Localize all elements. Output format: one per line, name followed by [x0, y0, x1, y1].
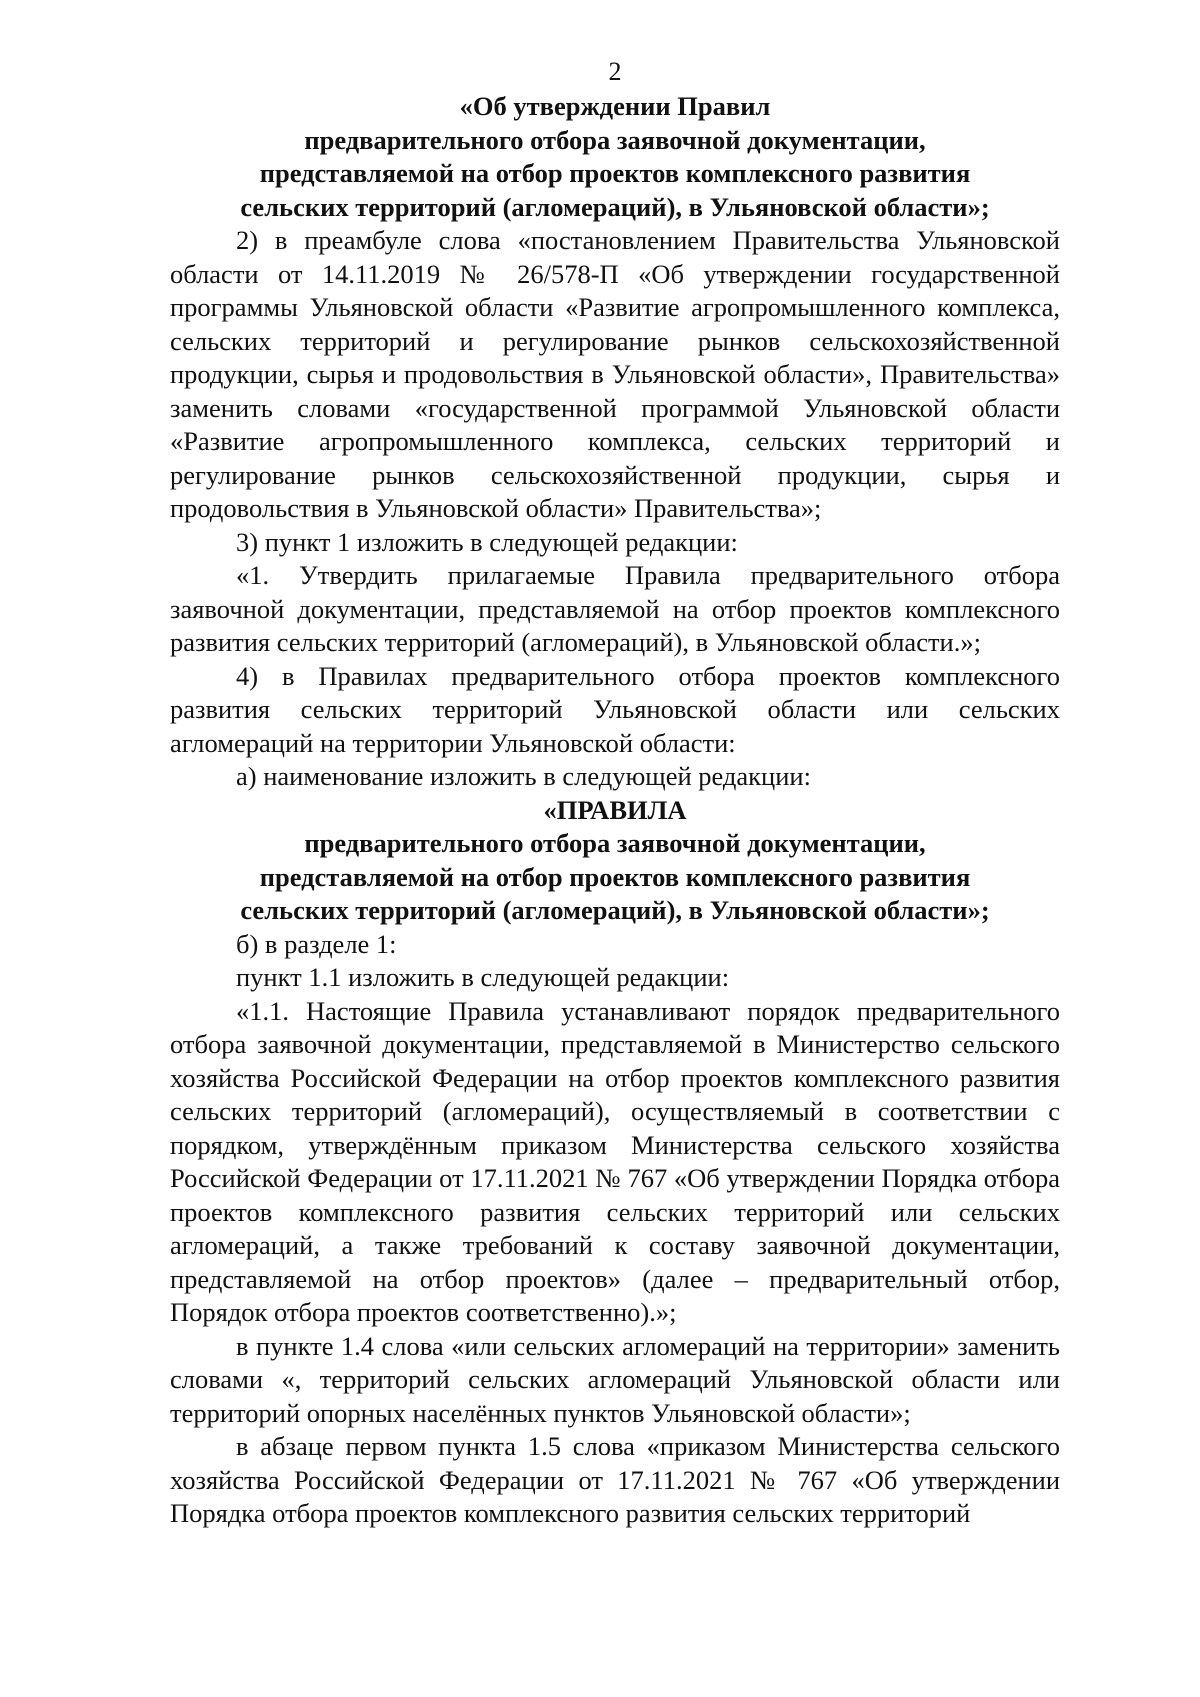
- paragraph-preamble-amendment: 2) в преамбуле слова «постановлением Правительства Ульяновской области от 14.11.2019 № 26/578-П «Об утверждении государственной программы Ульяновской области «Развитие агропромышленного комплекса, сельских территорий и регулирование рынков сельскохозяйственной продукции, сырья и продовольствия в Ульяновской области», Правительства» заменить словами «государственной программой Ульяновской области «Развитие агропромышленного комплекса, сельских территорий и регулирование рынков сельскохозяйственной продукции, сырья и продовольствия в Ульяновской области» Правительства»;: [170, 225, 1060, 523]
- rules-title-heading: [170, 794, 1060, 928]
- heading-line: «Об утверждении Правил: [459, 91, 771, 121]
- paragraph-subitem-a: а) наименование изложить в следующей редакции:: [236, 761, 811, 791]
- heading-line: предварительного отбора заявочной документации,: [304, 124, 926, 155]
- paragraph-item-4: 4) в Правилах предварительного отбора проектов комплексного развития сельских территорий Ульяновской области или сельских агломераций на территории Ульяновской области:: [170, 660, 1060, 758]
- paragraph-item-3: 3) пункт 1 изложить в следующей редакции:: [236, 526, 738, 557]
- paragraph-subitem-b: б) в разделе 1:: [236, 928, 397, 959]
- paragraph-item-1-text: «1. Утвердить прилагаемые Правила предварительного отбора заявочной документации, представляемой на отбор проектов комплексного развития сельских территорий (агломераций), в Ульяновской области.»;: [170, 560, 1060, 657]
- paragraph-point-1-4: в пункте 1.4 слова «или сельских агломераций на территории» заменить словами «, территорий сельских агломераций Ульяновской области или территорий опорных населённых пунктов Ульяновской области»;: [170, 1330, 1060, 1428]
- heading-line: сельских территорий (агломераций), в Ульяновской области»;: [240, 895, 990, 925]
- heading-line: представляемой на отбор проектов комплексного развития: [259, 158, 971, 188]
- paragraph-point-1-1-text: «1.1. Настоящие Правила устанавливают порядок предварительного отбора заявочной документации, представляемой в Министерство сельского хозяйства Российской Федерации на отбор проектов комплексного развития сельских территорий (агломераций), осуществляемый в соответствии с порядком, утверждённым приказом Министерства сельского хозяйства Российской Федерации от 17.11.2021 № 767 «Об утверждении Порядка отбора проектов комплексного развития сельских территорий или сельских агломераций, а также требований к составу заявочной документации, представляемой на отбор проектов» (далее – предварительный отбор, Порядок отбора проектов соответственно).»;: [170, 995, 1060, 1327]
- page-number: 2: [608, 57, 622, 86]
- heading-line: «ПРАВИЛА: [543, 794, 687, 825]
- amended-title-heading: [170, 90, 1060, 224]
- paragraph-point-1-5: в абзаце первом пункта 1.5 слова «приказом Министерства сельского хозяйства Российской Федерации от 17.11.2021 № 767 «Об утверждении Порядка отбора проектов комплексного развития сельских территорий: [170, 1431, 1060, 1528]
- heading-line: представляемой на отбор проектов комплексного развития: [259, 861, 971, 892]
- paragraph-point-1-1-intro: пункт 1.1 изложить в следующей редакции:: [236, 962, 730, 992]
- heading-line: предварительного отбора заявочной документации,: [304, 828, 926, 858]
- heading-line: сельских территорий (агломераций), в Ульяновской области»;: [240, 191, 990, 222]
